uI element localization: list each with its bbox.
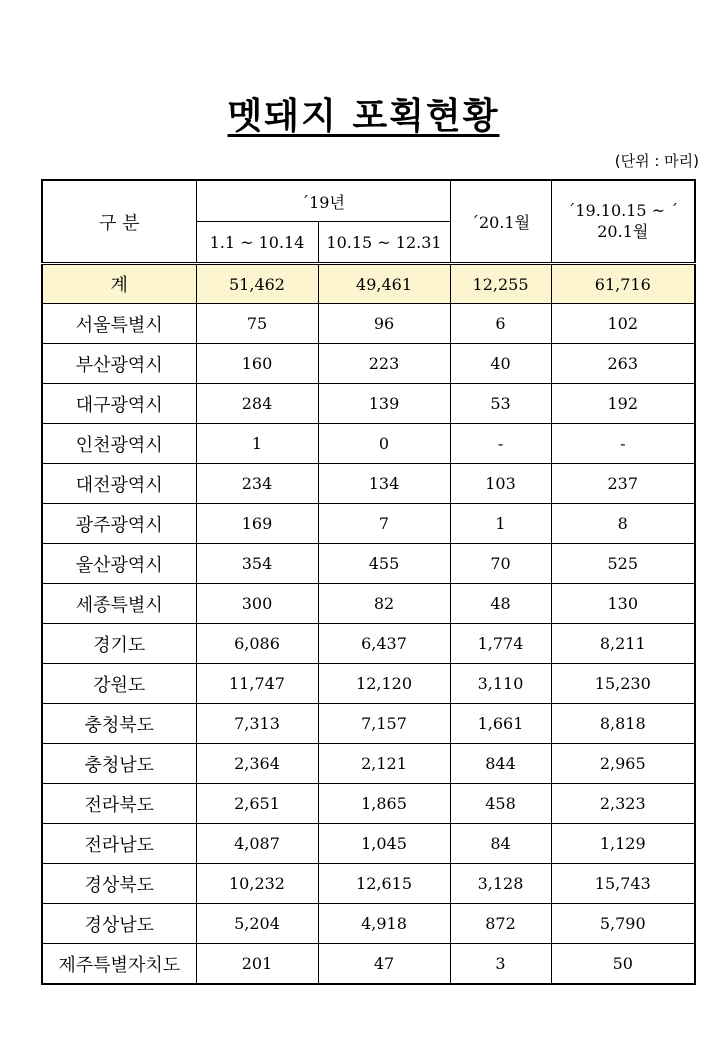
table-row [42,544,695,584]
cell-v3: 40 [450,344,551,384]
header-jan2020: ´20.1월 [450,180,551,264]
region-label: 서울특별시 [42,304,196,344]
region-label: 강원도 [42,664,196,704]
cell-v4: 15,230 [551,664,695,704]
cell-v3: 1 [450,504,551,544]
cell-v3: 6 [450,304,551,344]
header-since: ´19.10.15 ~ ´ 20.1월 [551,180,695,264]
cell-v3: 70 [450,544,551,584]
header-period2: 10.15 ~ 12.31 [318,222,450,264]
cell-v1: 4,087 [196,824,318,864]
cell-v4: 1,129 [551,824,695,864]
cell-v4: 525 [551,544,695,584]
table-row [42,944,695,985]
cell-v4: 8,818 [551,704,695,744]
cell-v4: 2,965 [551,744,695,784]
region-label: 대구광역시 [42,384,196,424]
cell-v2: 1,865 [318,784,450,824]
table-row [42,424,695,464]
header-period1: 1.1 ~ 10.14 [196,222,318,264]
region-label: 경기도 [42,624,196,664]
header-category: 구 분 [42,180,196,264]
cell-v2: 1,045 [318,824,450,864]
table-row [42,664,695,704]
page-title: 멧돼지 포획현황 [227,96,500,137]
cell-v3: 1,774 [450,624,551,664]
table-row [42,384,695,424]
region-label: 광주광역시 [42,504,196,544]
cell-v3: 53 [450,384,551,424]
cell-v4: 130 [551,584,695,624]
table-row [42,304,695,344]
region-label: 울산광역시 [42,544,196,584]
table-row [42,864,695,904]
cell-v3: 1,661 [450,704,551,744]
total-label: 계 [42,264,196,304]
cell-v2: 7 [318,504,450,544]
cell-v3: 3 [450,944,551,985]
cell-v3: 458 [450,784,551,824]
region-label: 경상남도 [42,904,196,944]
cell-v1: 234 [196,464,318,504]
cell-v1: 169 [196,504,318,544]
cell-v3: 844 [450,744,551,784]
cell-v4: 263 [551,344,695,384]
header-row-1 [42,180,695,222]
region-label: 부산광역시 [42,344,196,384]
cell-v2: 223 [318,344,450,384]
cell-v1: 2,651 [196,784,318,824]
cell-v4: 192 [551,384,695,424]
region-label: 인천광역시 [42,424,196,464]
cell-v2: 12,120 [318,664,450,704]
cell-v2: 455 [318,544,450,584]
total-v2: 49,461 [318,264,450,304]
cell-v3: 872 [450,904,551,944]
cell-v1: 5,204 [196,904,318,944]
cell-v2: 96 [318,304,450,344]
region-label: 대전광역시 [42,464,196,504]
cell-v3: 103 [450,464,551,504]
cell-v3: 84 [450,824,551,864]
cell-v3: - [450,424,551,464]
total-v4: 61,716 [551,264,695,304]
cell-v3: 3,110 [450,664,551,704]
cell-v4: 2,323 [551,784,695,824]
cell-v1: 354 [196,544,318,584]
table-row [42,624,695,664]
cell-v2: 47 [318,944,450,985]
cell-v2: 139 [318,384,450,424]
table-row [42,904,695,944]
table-row [42,824,695,864]
cell-v2: 2,121 [318,744,450,784]
cell-v2: 4,918 [318,904,450,944]
total-v1: 51,462 [196,264,318,304]
cell-v2: 0 [318,424,450,464]
capture-table [41,179,696,985]
cell-v3: 48 [450,584,551,624]
table-row [42,504,695,544]
region-label: 경상북도 [42,864,196,904]
table-row [42,744,695,784]
table-row [42,464,695,504]
region-label: 충청북도 [42,704,196,744]
cell-v1: 10,232 [196,864,318,904]
region-label: 제주특별자치도 [42,944,196,985]
total-v3: 12,255 [450,264,551,304]
region-label: 전라북도 [42,784,196,824]
header-2019: ´19년 [196,180,450,222]
cell-v2: 6,437 [318,624,450,664]
cell-v4: 50 [551,944,695,985]
region-label: 세종특별시 [42,584,196,624]
cell-v4: - [551,424,695,464]
cell-v4: 237 [551,464,695,504]
table-row [42,704,695,744]
region-label: 전라남도 [42,824,196,864]
region-label: 충청남도 [42,744,196,784]
cell-v1: 160 [196,344,318,384]
total-row [42,264,695,304]
cell-v3: 3,128 [450,864,551,904]
table-row [42,584,695,624]
cell-v2: 12,615 [318,864,450,904]
cell-v1: 7,313 [196,704,318,744]
cell-v4: 8 [551,504,695,544]
cell-v1: 2,364 [196,744,318,784]
table-row [42,784,695,824]
cell-v1: 11,747 [196,664,318,704]
cell-v1: 1 [196,424,318,464]
cell-v1: 6,086 [196,624,318,664]
unit-label: (단위 : 마리) [614,152,699,170]
cell-v1: 75 [196,304,318,344]
cell-v4: 8,211 [551,624,695,664]
cell-v1: 300 [196,584,318,624]
cell-v4: 5,790 [551,904,695,944]
cell-v1: 284 [196,384,318,424]
cell-v4: 15,743 [551,864,695,904]
table-row [42,344,695,384]
cell-v2: 7,157 [318,704,450,744]
cell-v2: 134 [318,464,450,504]
cell-v2: 82 [318,584,450,624]
cell-v1: 201 [196,944,318,985]
cell-v4: 102 [551,304,695,344]
